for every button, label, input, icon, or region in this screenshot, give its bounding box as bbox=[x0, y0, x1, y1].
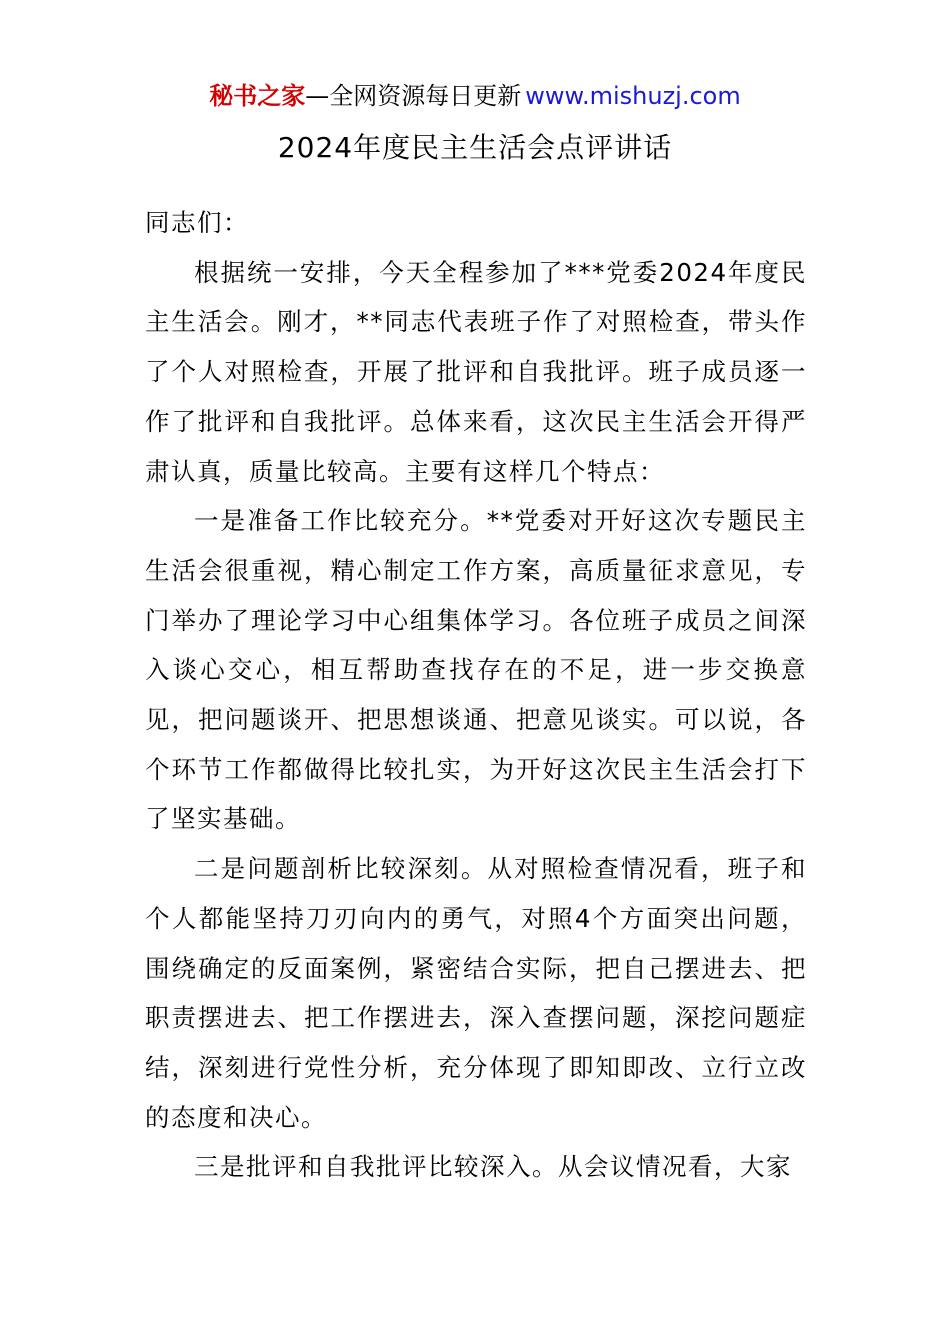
site-header bbox=[0, 80, 950, 112]
brand-name: 秘书之家 bbox=[209, 82, 306, 110]
paragraph-point-two: 二是问题剖析比较深刻。从对照检查情况看，班子和个人都能坚持刀刃向内的勇气，对照4个方面突出问题，围绕确定的反面案例，紧密结合实际，把自己摆进去、把职责摆进去、把工作摆进去，深入查摆问题，深挖问题症结，深刻进行党性分析，充分体现了即知即改、立行立改的态度和决心。 bbox=[145, 854, 807, 1132]
document-title: 2024年度民主生活会点评讲话 bbox=[277, 131, 673, 164]
document-body bbox=[145, 198, 807, 1192]
site-url-link[interactable]: www.mishuzj.com bbox=[525, 82, 741, 110]
paragraph-point-one: 一是准备工作比较充分。**党委对开好这次专题民主生活会很重视，精心制定工作方案，高质量征求意见，专门举办了理论学习中心组集体学习。各位班子成员之间深入谈心交心，相互帮助查找存在的不足，进一步交换意见，把问题谈开、把思想谈通、把意见谈实。可以说，各个环节工作都做得比较扎实，为开好这次民主生活会打下了坚实基础。 bbox=[145, 506, 807, 834]
paragraph-intro: 根据统一安排，今天全程参加了***党委2024年度民主生活会。刚才，**同志代表班子作了对照检查，带头作了个人对照检查，开展了批评和自我批评。班子成员逐一作了批评和自我批评。总体来看，这次民主生活会开得严肃认真，质量比较高。主要有这样几个特点： bbox=[145, 257, 807, 486]
header-tagline: —全网资源每日更新 bbox=[305, 82, 522, 110]
paragraph-point-three: 三是批评和自我批评比较深入。从会议情况看，大家 bbox=[194, 1152, 792, 1182]
salutation: 同志们： bbox=[145, 208, 249, 237]
